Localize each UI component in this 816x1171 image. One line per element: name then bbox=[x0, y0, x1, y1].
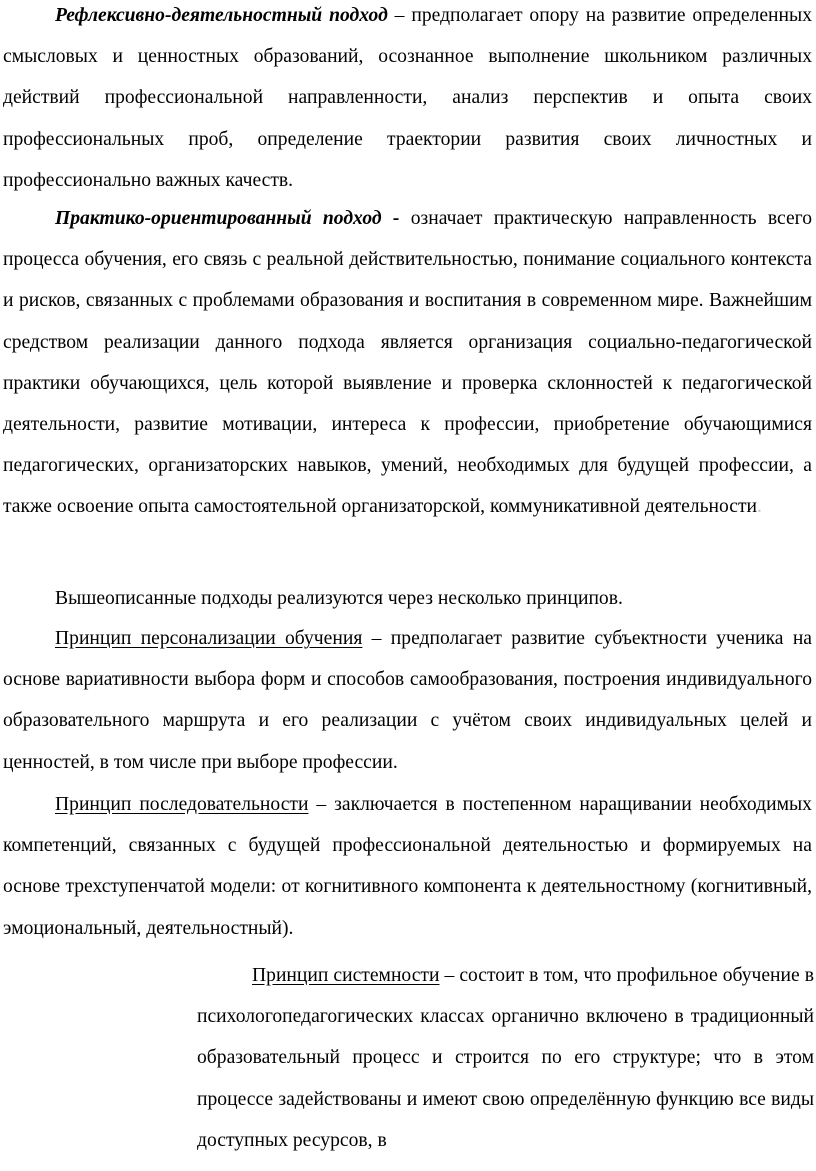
term-system-principle: Принцип системности bbox=[252, 965, 440, 986]
paragraph-practice-approach bbox=[3, 198, 812, 528]
term-practice-approach: Практико-ориентированный подход - bbox=[55, 208, 400, 229]
paragraph-intro-text: Вышеописанные подходы реализуются через несколько принципов. bbox=[55, 588, 623, 609]
paragraph-sequence-text: – заключается в постепенном наращивании необходимых компетенций, связанных с будущей профессиональной деятельностью и формируемых на основе трехступенчатой модели: от когнитивного компонента к деятельностному (когнитивный, эмоциональный, деятельностный). bbox=[3, 794, 812, 939]
paragraph-personalization-text: – предполагает развитие субъектности ученика на основе вариативности выбора форм и способов самообразования, построения индивидуального образовательного маршрута и его реализации с учётом своих индивидуальных целей и ценностей, в том числе при выборе профессии. bbox=[3, 628, 812, 773]
paragraph-reflexive-text: – предполагает опору на развитие определенных смысловых и ценностных образований, осознанное выполнение школьником различных действий профессиональной направленности, анализ перспектив и опыта своих профессиональных проб, определение траектории развития своих личностных и профессионально важных качеств. bbox=[3, 5, 812, 191]
paragraph-system-principle bbox=[197, 955, 814, 1161]
paragraph-reflexive-approach bbox=[3, 0, 812, 201]
paragraph-personalization-principle bbox=[3, 618, 812, 783]
term-reflexive-approach: Рефлексивно-деятельностный подход bbox=[55, 5, 388, 26]
term-sequence-principle: Принцип последовательности bbox=[55, 794, 309, 815]
paragraph-sequence-principle bbox=[3, 784, 812, 949]
paragraph-practice-text: означает практическую направленность всего процесса обучения, его связь с реальной действительностью, понимание социального контекста и рисков, связанных с проблемами образования и воспитания в современном мире. Важнейшим средством реализации данного подхода является организация социально-педагогической практики обучающихся, цель которой выявление и проверка склонностей к педагогической деятельности, развитие мотивации, интереса к профессии, приобретение обучающимися педагогических, организаторских навыков, умений, необходимых для будущей профессии, а также освоение опыта самостоятельной организаторской, коммуникативной деятельности bbox=[3, 208, 812, 518]
trailing-dot: . bbox=[757, 496, 762, 518]
term-personalization-principle: Принцип персонализации обучения bbox=[55, 628, 363, 649]
paragraph-principles-intro bbox=[3, 578, 812, 619]
paragraph-system-text: – состоит в том, что профильное обучение в психологопедагогических классах органично включено в традиционный образовательный процесс и строится по его структуре; что в этом процессе задействованы и имеют свою определённую функцию все виды доступных ресурсов, в bbox=[197, 965, 815, 1151]
